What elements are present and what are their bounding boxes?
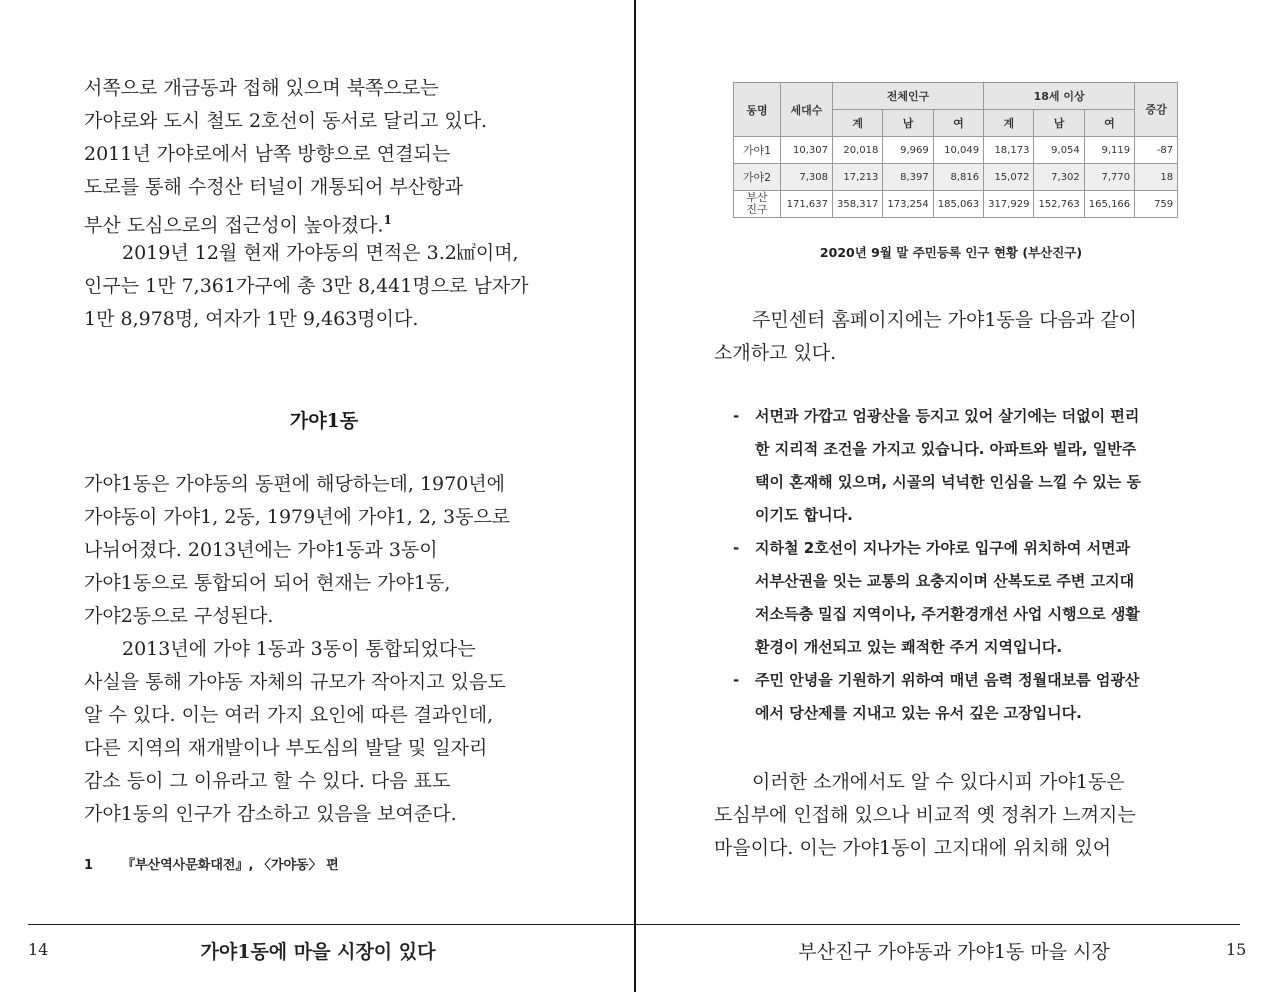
text-line: 2019년 12월 현재 가야동의 면적은 3.2㎢이며, <box>122 242 519 264</box>
text-line: 부산 도심으로의 접근성이 높아졌다.$^1$ <box>84 213 392 237</box>
header-households: 세대수 <box>781 83 833 137</box>
text-line: 가야1동으로 통합되어 되어 현재는 가야1동, <box>84 572 451 594</box>
table-cell: 10,049 <box>933 137 983 164</box>
right-paragraph-2 <box>714 766 1184 865</box>
footnote-number: 1 <box>84 858 94 873</box>
text-line: 이러한 소개에서도 알 수 있다시피 가야1동은 <box>752 771 1125 793</box>
running-title: 가야1동에 마을 시장이 있다 <box>200 941 436 963</box>
table-cell: 7,308 <box>781 164 833 191</box>
header-sub: 남 <box>883 110 933 137</box>
list-item <box>733 400 1173 532</box>
header-sub: 여 <box>1084 110 1134 137</box>
text-line: 서부산권을 잇는 교통의 요충지이며 산복도로 주변 고지대 <box>755 572 1135 590</box>
footnote-reference[interactable]: 1 <box>383 213 392 227</box>
text-line: 2011년 가야로에서 남쪽 방향으로 연결되는 <box>84 143 451 165</box>
table-cell: 20,018 <box>833 137 883 164</box>
table-cell: 317,929 <box>984 191 1034 218</box>
left-page <box>0 0 634 992</box>
text-line: 가야1동의 인구가 감소하고 있음을 보여준다. <box>84 803 457 825</box>
table-cell: 9,054 <box>1034 137 1084 164</box>
dash-marker: - <box>733 539 740 557</box>
table-cell: 8,816 <box>933 164 983 191</box>
text-line: 가야2동으로 구성된다. <box>84 605 274 627</box>
text-line: 알 수 있다. 이는 여러 가지 요인에 따른 결과인데, <box>84 704 494 726</box>
text-line: 택이 혼재해 있으며, 시골의 넉넉한 인심을 느낄 수 있는 동 <box>755 473 1141 491</box>
header-sub: 남 <box>1034 110 1084 137</box>
footnote-text: 『부산역사문화대전』, 〈가야동〉 편 <box>122 858 339 873</box>
text-line: 이기도 합니다. <box>755 506 853 524</box>
text-line: 서면과 가깝고 엄광산을 등지고 있어 살기에는 더없이 편리 <box>755 407 1140 425</box>
table-cell: 7,770 <box>1084 164 1134 191</box>
table-cell: 10,307 <box>781 137 833 164</box>
population-table <box>733 82 1178 218</box>
table-cell: 358,317 <box>833 191 883 218</box>
table-row <box>734 164 1178 191</box>
header-total-population: 전체인구 <box>833 83 984 110</box>
text-line: 감소 등이 그 이유라고 할 수 있다. 다음 표도 <box>84 770 451 792</box>
footer-rule <box>28 924 634 925</box>
text-line: 도심부에 인접해 있으나 비교적 옛 정취가 느껴지는 <box>714 804 1136 826</box>
left-paragraph-2 <box>84 237 574 336</box>
text-line: 2013년에 가야 1동과 3동이 통합되었다는 <box>122 638 476 660</box>
table-cell: 15,072 <box>984 164 1034 191</box>
table-cell: 8,397 <box>883 164 933 191</box>
text-line: 한 지리적 조건을 가지고 있습니다. 아파트와 빌라, 일반주 <box>755 440 1137 458</box>
table-cell: 가야1 <box>734 137 781 164</box>
footer-rule <box>636 924 1240 925</box>
header-sub: 여 <box>933 110 983 137</box>
table-cell: 171,637 <box>781 191 833 218</box>
header-sub: 계 <box>833 110 883 137</box>
text-line: 마을이다. 이는 가야1동이 고지대에 위치해 있어 <box>714 837 1112 859</box>
header-name: 동명 <box>734 83 781 137</box>
page-number: 14 <box>28 940 49 959</box>
section-heading: 가야1동 <box>289 410 359 432</box>
header-adult-population: 18세 이상 <box>984 83 1135 110</box>
table-cell: 17,213 <box>833 164 883 191</box>
text-line: 지하철 2호선이 지나가는 가야로 입구에 위치하여 서면과 <box>755 539 1131 557</box>
table-caption: 2020년 9월 말 주민등록 인구 현황 (부산진구) <box>819 245 1083 260</box>
page-number: 15 <box>1226 940 1247 959</box>
running-title: 부산진구 가야동과 가야1동 마을 시장 <box>798 941 1110 963</box>
text-line: 주민 안녕을 기원하기 위하여 매년 음력 정월대보름 엄광산 <box>755 671 1140 689</box>
table-cell: 759 <box>1135 191 1178 218</box>
text-line: 가야1동은 가야동의 동편에 해당하는데, 1970년에 <box>84 473 506 495</box>
table-cell: 173,254 <box>883 191 933 218</box>
left-paragraph-3 <box>84 468 574 633</box>
table-cell: 165,166 <box>1084 191 1134 218</box>
table-cell: 부산진구 <box>734 191 781 218</box>
left-paragraph-4 <box>84 633 574 831</box>
text-line: 사실을 통해 가야동 자체의 규모가 작아지고 있음도 <box>84 671 506 693</box>
dash-marker: - <box>733 407 740 425</box>
table-cell: -87 <box>1135 137 1178 164</box>
text-line: 가야로와 도시 철도 2호선이 동서로 달리고 있다. <box>84 110 488 132</box>
intro-bullet-list <box>733 400 1173 730</box>
text-line: 저소득층 밀집 지역이나, 주거환경개선 사업 시행으로 생활 <box>755 605 1140 623</box>
text-line: 가야동이 가야1, 2동, 1979년에 가야1, 2, 3동으로 <box>84 506 511 528</box>
text-line: 서쪽으로 개금동과 접해 있으며 북쪽으로는 <box>84 77 439 99</box>
table-cell: 가야2 <box>734 164 781 191</box>
text-line: 소개하고 있다. <box>714 342 837 364</box>
header-sub: 계 <box>984 110 1034 137</box>
footnote <box>84 854 339 873</box>
header-change: 증감 <box>1135 83 1178 137</box>
text-line: 도로를 통해 수정산 터널이 개통되어 부산항과 <box>84 176 463 198</box>
list-item <box>733 664 1173 730</box>
text-line: 주민센터 홈페이지에는 가야1동을 다음과 같이 <box>752 309 1137 331</box>
table-cell: 18,173 <box>984 137 1034 164</box>
left-paragraph-1 <box>84 72 574 242</box>
dash-marker: - <box>733 671 740 689</box>
table-cell: 152,763 <box>1034 191 1084 218</box>
table-cell: 185,063 <box>933 191 983 218</box>
text-line: 1만 8,978명, 여자가 1만 9,463명이다. <box>84 308 419 330</box>
right-page <box>636 0 1270 992</box>
right-paragraph-1 <box>714 304 1184 370</box>
text-line: 나뉘어졌다. 2013년에는 가야1동과 3동이 <box>84 539 438 561</box>
table-cell: 9,969 <box>883 137 933 164</box>
table-row <box>734 137 1178 164</box>
table-cell: 7,302 <box>1034 164 1084 191</box>
list-item <box>733 532 1173 664</box>
text-line: 에서 당산제를 지내고 있는 유서 깊은 고장입니다. <box>755 704 1082 722</box>
table-row <box>734 191 1178 218</box>
text-line: 다른 지역의 재개발이나 부도심의 발달 및 일자리 <box>84 737 488 759</box>
table-cell: 9,119 <box>1084 137 1134 164</box>
text-line: 인구는 1만 7,361가구에 총 3만 8,441명으로 남자가 <box>84 275 529 297</box>
table-cell: 18 <box>1135 164 1178 191</box>
text-line: 환경이 개선되고 있는 쾌적한 주거 지역입니다. <box>755 638 1063 656</box>
